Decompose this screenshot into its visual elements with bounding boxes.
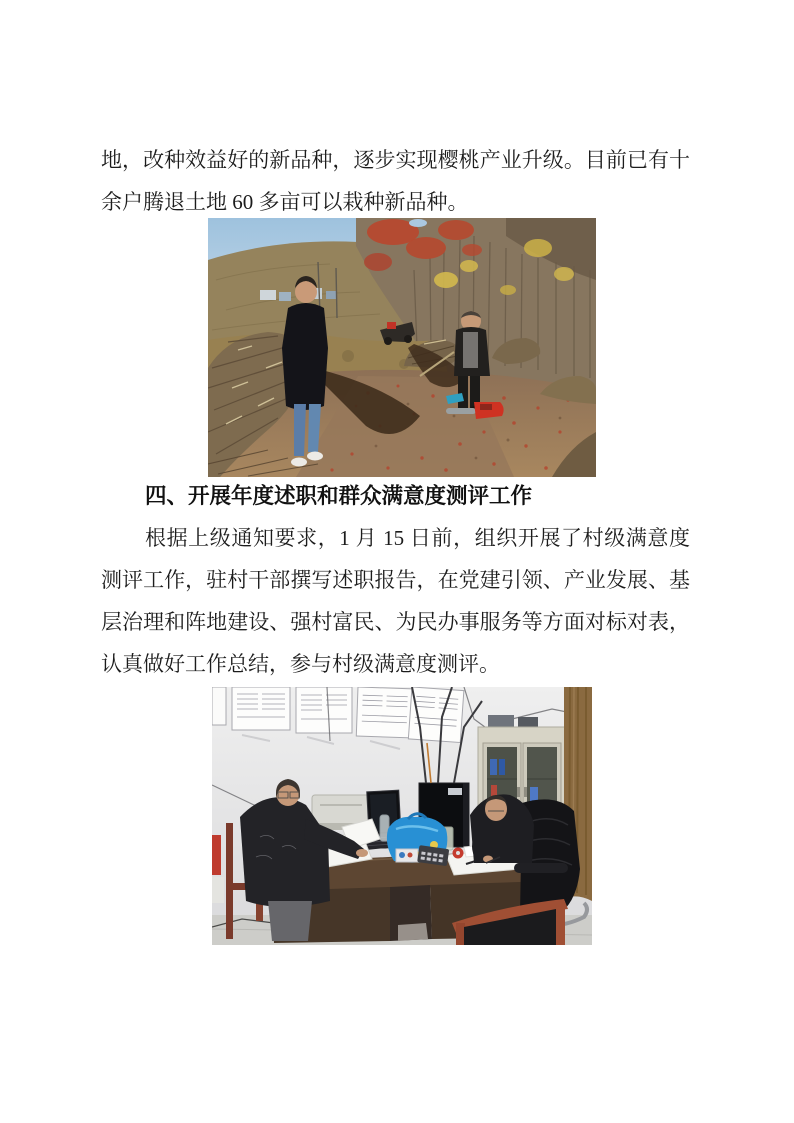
office-scene-illustration	[212, 687, 592, 945]
gray-trousers	[268, 901, 312, 941]
section-paragraph: 根据上级通知要求，1 月 15 日前，组织开展了村级满意度测评工作，驻村干部撰写述职报告，在党建引领、产业发展、基层治理和阵地建设、强村富民、为民办事服务等方面对标对表，认真做好工作总结，参与村级满意度测评。	[101, 526, 690, 676]
jeans	[294, 404, 306, 456]
blue-binder	[490, 759, 497, 775]
red-box	[212, 835, 221, 875]
field-scene-illustration	[208, 218, 596, 477]
black-coat	[282, 303, 328, 410]
paragraph-continuation: 地，改种效益好的新品种，逐步实现樱桃产业升级。目前已有十余户腾退土地 60 多亩可以栽种新品种。	[101, 148, 690, 214]
photo-office-review	[212, 687, 592, 945]
white-shoes	[291, 458, 307, 467]
gray-shirt	[463, 332, 478, 368]
person-right-writing	[470, 794, 534, 863]
section-heading: 四、开展年度述职和群众满意度测评工作	[145, 484, 533, 508]
photo-field-inspection	[208, 218, 596, 477]
